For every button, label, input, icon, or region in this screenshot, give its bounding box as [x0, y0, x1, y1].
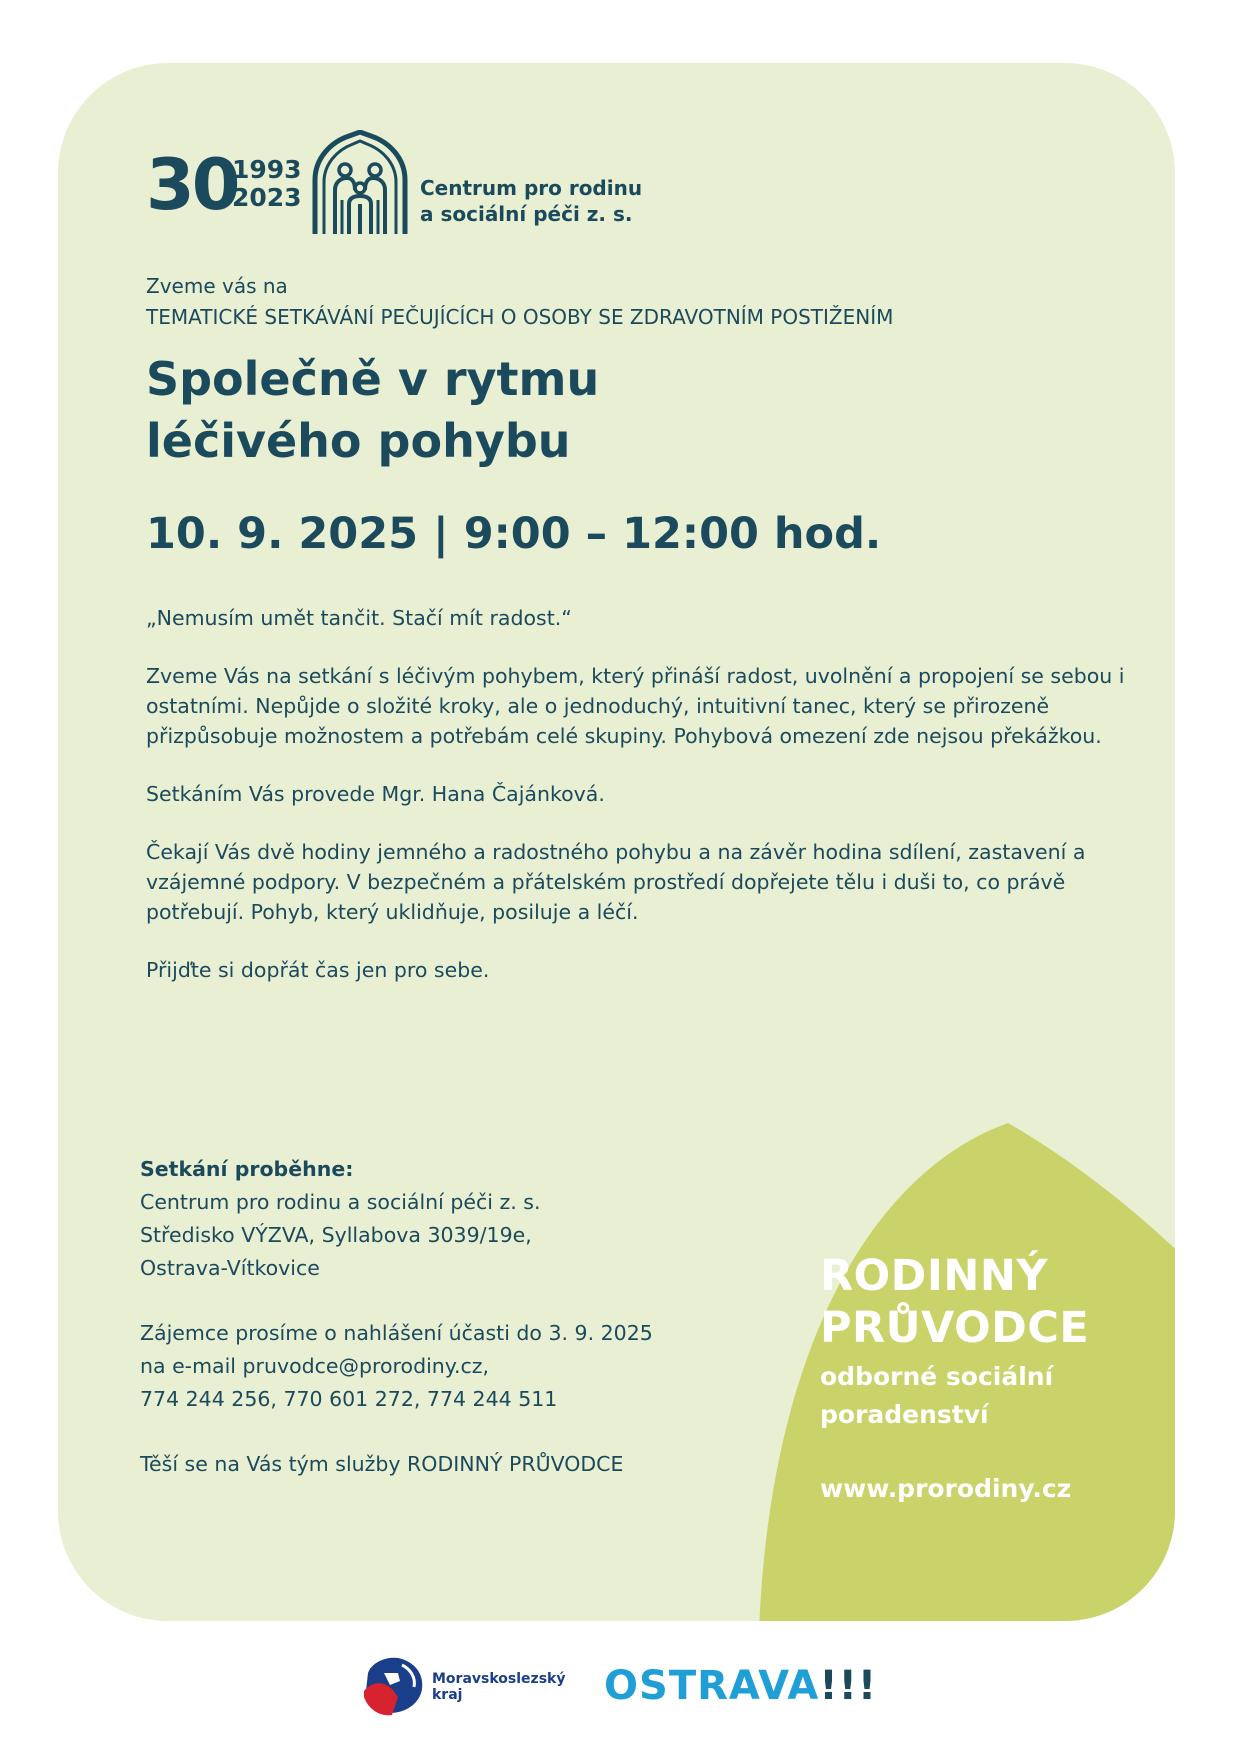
event-date-time: 10. 9. 2025 | 9:00 – 12:00 hod.: [146, 509, 882, 559]
event-title: [146, 348, 599, 472]
organization-name-line2: a sociální péči z. s.: [420, 202, 633, 226]
moravskoslezsky-kraj-label: [432, 1671, 565, 1703]
service-subtitle: [820, 1358, 1089, 1434]
event-title-line1: Společně v rytmu: [146, 352, 600, 406]
year-from: 1993: [232, 155, 302, 184]
registration-block: [140, 1317, 760, 1416]
registration-line-2: na e-mail pruvodce@prorodiny.cz,: [140, 1354, 490, 1378]
venue-block: [140, 1153, 760, 1285]
event-type: TEMATICKÉ SETKÁVÁNÍ PEČUJÍCÍCH O OSOBY SE ZDRAVOTNÍM POSTIŽENÍM: [146, 305, 894, 329]
registration-line-1: Zájemce prosíme o nahlášení účasti do 3. 9. 2025: [140, 1321, 653, 1345]
service-brand: [820, 1250, 1089, 1508]
anniversary-number: 30: [146, 144, 238, 226]
quote: „Nemusím umět tančit. Stačí mít radost.“: [146, 606, 572, 630]
website-link[interactable]: www.prorodiny.cz: [820, 1474, 1072, 1503]
ostrava-exclamations: !!!: [819, 1663, 878, 1709]
venue-line-1: Centrum pro rodinu a sociální péči z. s.: [140, 1190, 541, 1214]
invitation-line: Zveme vás na: [146, 274, 288, 298]
msk-label-line1: Moravskoslezský: [432, 1671, 566, 1687]
service-subtitle-line1: odborné sociální: [820, 1362, 1054, 1391]
sponsor-footer: [0, 1645, 1241, 1735]
organization-name-line1: Centrum pro rodinu: [420, 176, 643, 200]
service-name-line1: RODINNÝ: [820, 1251, 1048, 1301]
poster-panel: [58, 63, 1175, 1621]
event-title-line2: léčivého pohybu: [146, 414, 571, 468]
service-subtitle-line2: poradenství: [820, 1400, 989, 1429]
description-paragraph-2: Setkáním Vás provede Mgr. Hana Čajánková.: [146, 782, 605, 806]
ostrava-wordmark: OSTRAVA: [604, 1663, 820, 1709]
ostrava-logo: [604, 1663, 877, 1709]
anniversary-years: [232, 156, 302, 212]
venue-info: [140, 1153, 760, 1513]
organization-name: [420, 175, 642, 227]
description-paragraph-3: Čekají Vás dvě hodiny jemného a radostného pohybu a na závěr hodina sdílení, zastavení a vzájemné podpory. V bezpečném a přátelském prostředí dopřejete tělu i duši to, co právě potřebují. Pohyb, který uklidňuje, posiluje a léčí.: [146, 840, 1086, 924]
venue-line-2: Středisko VÝZVA, Syllabova 3039/19e,: [140, 1223, 532, 1247]
event-description: [146, 603, 1136, 1013]
msk-label-line2: kraj: [432, 1687, 463, 1703]
venue-heading: Setkání proběhne:: [140, 1157, 354, 1181]
service-name: [820, 1250, 1089, 1354]
registration-phones: 774 244 256, 770 601 272, 774 244 511: [140, 1387, 558, 1411]
service-name-line2: PRŮVODCE: [820, 1303, 1090, 1353]
year-to: 2023: [232, 183, 302, 212]
invitation-intro: [146, 271, 893, 333]
description-paragraph-4: Přijďte si dopřát čas jen pro sebe.: [146, 958, 490, 982]
family-arch-icon: [309, 130, 411, 236]
description-paragraph-1: Zveme Vás na setkání s léčivým pohybem, který přináší radost, uvolnění a propojení se sebou i ostatními. Nepůjde o složité kroky, ale o jednoduchý, intuitivní tanec, který se přirozeně přizpůsobuje možnostem a potřebám celé skupiny. Pohybová omezení zde nejsou překážkou.: [146, 664, 1125, 748]
venue-line-3: Ostrava-Vítkovice: [140, 1256, 320, 1280]
closing-line: Těší se na Vás tým služby RODINNÝ PRŮVODCE: [140, 1452, 624, 1476]
